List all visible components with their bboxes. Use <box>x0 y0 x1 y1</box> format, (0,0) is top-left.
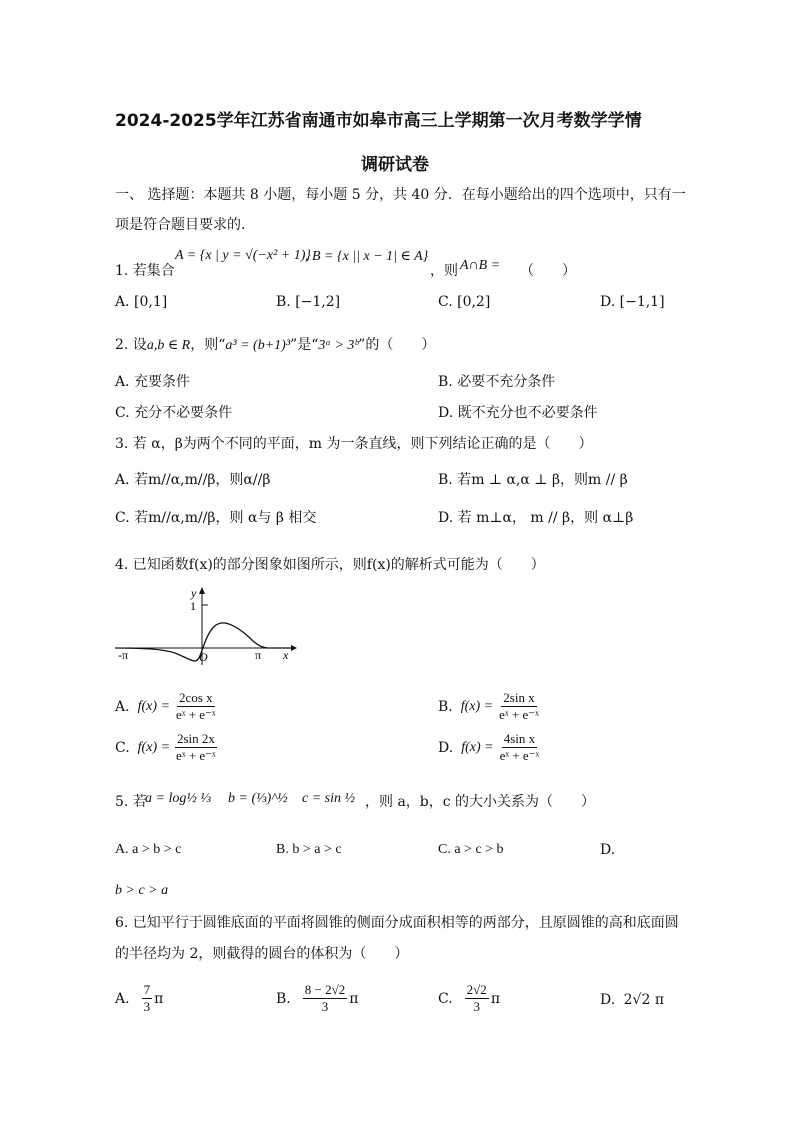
q5-suffix: ，则 a，b，c 的大小关系为（ ） <box>365 794 596 810</box>
q5-option-d[interactable]: D. <box>600 842 616 858</box>
y-label: y <box>191 587 197 600</box>
q2-option-a[interactable]: A. 充要条件 <box>115 374 191 390</box>
page-title-line2: 调研试卷 <box>361 155 429 175</box>
q5-option-b[interactable]: B. b > a > c <box>276 842 342 857</box>
numerator: 2√2 <box>466 982 487 997</box>
q2-stem-prefix <box>115 336 435 355</box>
numerator: 2sin 2x <box>176 731 215 746</box>
q4-letter-d: D. <box>438 739 454 756</box>
q1-option-a[interactable]: A. [0,1] <box>115 294 168 310</box>
q4-letter-c: C. <box>115 739 130 756</box>
q2-cond3: 3ᵃ > 3ᵇ <box>318 338 359 353</box>
neg-pi-label: -π <box>118 648 129 662</box>
denominator: 3 <box>321 999 329 1014</box>
q1-set-a: A = {x | y = √(−x² + 1)} <box>175 248 311 263</box>
q6-option-c[interactable] <box>438 982 500 1015</box>
q1-ask: ，则 <box>430 263 458 279</box>
q6-pi-a: π <box>154 990 164 1007</box>
q2-cond1: a,b ∈ R <box>146 338 191 353</box>
q6-option-a[interactable] <box>115 982 163 1015</box>
q4-letter-a: A. <box>115 698 130 715</box>
section-instructions: 一、 选择题：本题共 8 小题，每小题 5 分，共 40 分．在每小题给出的四个选项中，只有一 <box>115 187 686 203</box>
q6-value-d: 2√2 π <box>623 992 665 1008</box>
q1-paren: （ ） <box>520 263 576 279</box>
q6-stem: 6. 已知平行于圆锥底面的平面将圆锥的侧面分成面积相等的两部分，且原圆锥的高和底面圆 <box>115 915 679 931</box>
q4-lhs-a: f(x) = <box>137 698 170 714</box>
denominator: 3 <box>473 999 480 1014</box>
q4-fraction-a <box>174 690 218 723</box>
numerator: 7 <box>143 982 151 997</box>
y-axis-arrow <box>199 587 205 594</box>
q4-fraction-d <box>498 731 542 764</box>
q2-option-c[interactable]: C. 充分不必要条件 <box>115 405 233 421</box>
q3-option-a[interactable]: A. 若m//α,m//β，则α//β <box>115 472 271 488</box>
q4-letter-b: B. <box>438 698 453 715</box>
q1-option-d[interactable]: D. [−1,1] <box>600 294 665 310</box>
q1-set-b: , B = {x || x − 1| ∈ A} <box>305 249 429 264</box>
q6-letter-a: A. <box>115 990 130 1007</box>
one-label: 1 <box>190 599 196 613</box>
q4-lhs-c: f(x) = <box>137 739 171 755</box>
q5-prefix: 5. 若 <box>115 794 147 810</box>
q4-lhs-b: f(x) = <box>460 698 494 714</box>
q6-pi-c: π <box>490 990 501 1007</box>
denominator: eˣ + e⁻ˣ <box>499 748 540 763</box>
q3-stem: 3. 若 α，β为两个不同的平面，m 为一条直线，则下列结论正确的是（ ） <box>115 436 593 452</box>
q5-c-def: c = sin ½ <box>302 791 355 806</box>
q2-suffix: ”的（ ） <box>358 337 436 353</box>
q6-letter-b: B. <box>276 990 291 1007</box>
q6-option-d[interactable] <box>600 991 664 1009</box>
q2-mid2: ”是“ <box>290 337 319 353</box>
section-instructions-cont: 项是符合题目要求的． <box>115 217 255 233</box>
denominator: eˣ + e⁻ˣ <box>499 707 539 722</box>
q6-fraction-c <box>465 982 489 1015</box>
q6-stem-cont: 的半径均为 2，则截得的圆台的体积为（ ） <box>115 946 409 962</box>
q1-option-b[interactable]: B. [−1,2] <box>276 294 341 310</box>
q2-option-b[interactable]: B. 必要不充分条件 <box>438 374 556 390</box>
q6-pi-b: π <box>349 990 359 1007</box>
q3-option-d[interactable]: D. 若 m⊥α， m // β，则 α⊥β <box>438 510 634 526</box>
q4-lhs-d: f(x) = <box>461 739 494 755</box>
q4-option-d[interactable] <box>438 731 541 764</box>
q5-option-a[interactable]: A. a > b > c <box>115 842 182 857</box>
q4-option-a[interactable] <box>115 690 218 723</box>
q1-ask-expr: A∩B = <box>460 258 501 273</box>
q6-fraction-a <box>142 982 153 1015</box>
x-axis-arrow <box>291 645 297 651</box>
page-title: 2024-2025学年江苏省南通市如皋市高三上学期第一次月考数学学情 <box>115 111 642 131</box>
denominator: eˣ + e⁻ˣ <box>175 707 216 722</box>
q6-option-b[interactable] <box>276 982 358 1015</box>
q4-option-b[interactable] <box>438 690 541 723</box>
q5-option-d-value: b > c > a <box>115 883 169 898</box>
q4-fraction-b <box>497 690 541 723</box>
q6-letter-d: D. <box>600 992 616 1008</box>
q3-option-c[interactable]: C. 若m//α,m//β，则 α与 β 相交 <box>115 510 317 526</box>
denominator: 3 <box>143 999 151 1014</box>
origin-label: O <box>199 650 208 664</box>
q4-fraction-c <box>174 731 218 764</box>
q2-mid1: ，则“ <box>190 337 226 353</box>
q2-prefix: 2. 设 <box>115 337 147 353</box>
q1-prefix: 1. 若集合 <box>115 263 175 279</box>
denominator: eˣ + e⁻ˣ <box>176 748 216 763</box>
q2-cond2: a³ = (b+1)³ <box>225 338 291 353</box>
q3-option-b[interactable]: B. 若m ⊥ α,α ⊥ β，则m // β <box>438 472 628 488</box>
numerator: 8 − 2√2 <box>304 982 346 997</box>
q6-fraction-b <box>303 982 347 1015</box>
q5-option-c[interactable]: C. a > c > b <box>438 842 504 857</box>
numerator: 4sin x <box>503 731 536 746</box>
q4-stem: 4. 已知函数f(x)的部分图象如图所示，则f(x)的解析式可能为（ ） <box>115 557 545 573</box>
q5-b-def: b = (⅓)^½ <box>228 791 288 806</box>
q2-option-d[interactable]: D. 既不充分也不必要条件 <box>438 405 598 421</box>
pi-label: π <box>255 648 262 662</box>
numerator: 2cos x <box>179 690 213 705</box>
q1-option-c[interactable]: C. [0,2] <box>438 294 491 310</box>
q5-a-def: a = log½ ⅓ <box>145 791 211 806</box>
q4-function-graph <box>113 587 298 667</box>
x-label: x <box>283 648 289 662</box>
numerator: 2sin x <box>503 690 535 705</box>
q6-letter-c: C. <box>438 990 453 1007</box>
q4-option-c[interactable] <box>115 731 218 764</box>
